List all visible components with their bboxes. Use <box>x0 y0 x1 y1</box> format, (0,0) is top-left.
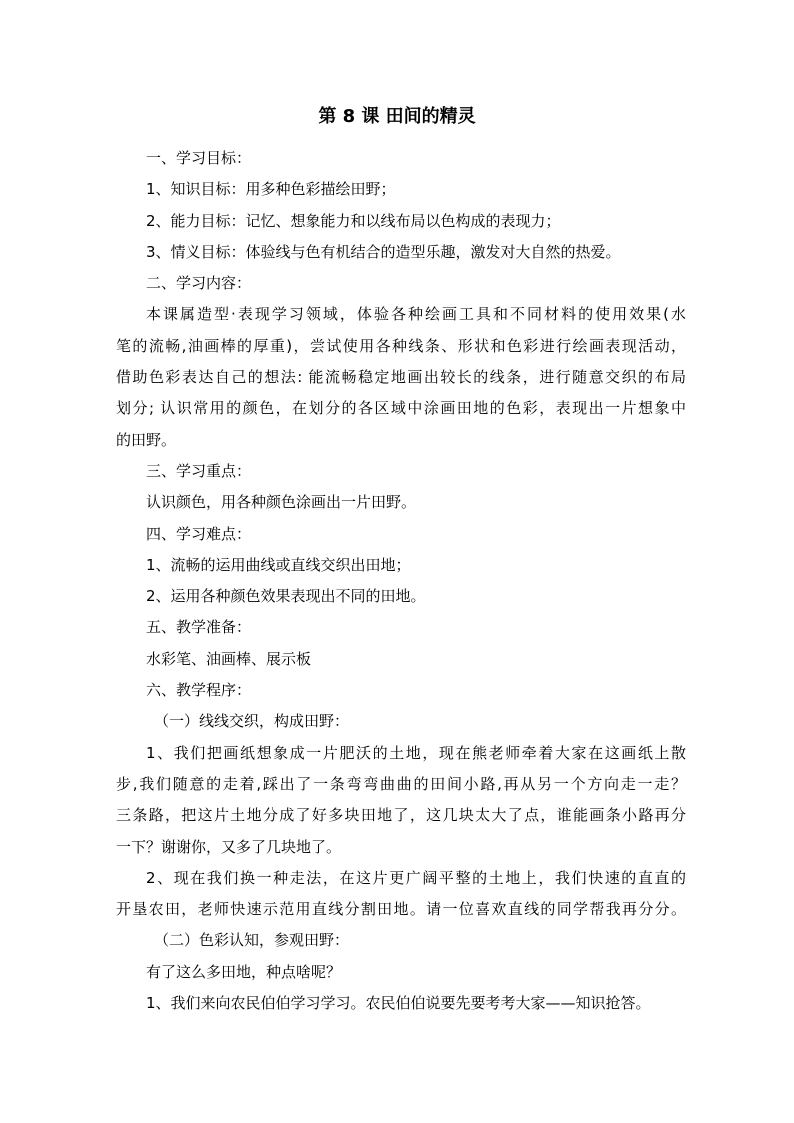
heading-preparation: 五、教学准备： <box>146 618 252 637</box>
procedure-paragraph-2 <box>116 863 686 926</box>
goal-knowledge: 1、知识目标：用多种色彩描绘田野； <box>146 180 396 199</box>
lesson-title: 第 8 课 田间的精灵 <box>318 106 476 127</box>
difficulty-2: 2、运用各种颜色效果表现出不同的田地。 <box>146 587 426 606</box>
procedure-line: 开垦农田，老师快速示范用直线分割田地。请一位喜欢直线的同学帮我再分分。 <box>116 900 686 919</box>
procedure-line: 一下？谢谢你，又多了几块地了。 <box>116 837 342 856</box>
procedure-line: 2、现在我们换一种走法，在这片更广阔平整的土地上，我们快速的直直的 <box>146 868 686 887</box>
section-2-heading: （二）色彩认知，参观田野： <box>154 931 350 950</box>
question-line: 有了这么多田地，种点啥呢？ <box>146 962 342 981</box>
heading-learning-goals: 一、学习目标： <box>146 149 252 167</box>
section-1-heading: （一）线线交织，构成田野： <box>154 712 350 731</box>
content-line: 划分; 认识常用的颜色，在划分的各区域中涂画田地的色彩，表现出一片想象中 <box>116 399 686 418</box>
key-point: 认识颜色，用各种颜色涂画出一片田野。 <box>146 493 417 512</box>
procedure-line: 1、我们把画纸想象成一片肥沃的土地，现在熊老师牵着大家在这画纸上散 <box>146 743 686 762</box>
procedure-line: 步,我们随意的走着,踩出了一条弯弯曲曲的田间小路,再从另一个方向走一走？ <box>116 774 686 793</box>
content-line: 的田野。 <box>116 430 177 449</box>
heading-learning-content: 二、学习内容： <box>146 274 252 293</box>
difficulty-1: 1、流畅的运用曲线或直线交织出田地； <box>146 555 411 574</box>
goal-emotion: 3、情义目标：体验线与色有机结合的造型乐趣，激发对大自然的热爱。 <box>146 242 621 261</box>
goal-ability: 2、能力目标：记忆、想象能力和以线布局以色构成的表现力； <box>146 211 561 230</box>
content-line: 借助色彩表达自己的想法: 能流畅稳定地画出较长的线条，进行随意交织的布局 <box>116 368 686 387</box>
heading-key-points: 三、学习重点： <box>146 461 252 480</box>
heading-difficulties: 四、学习难点： <box>146 524 252 543</box>
content-line: 本课属造型·表现学习领域，体验各种绘画工具和不同材料的使用效果(水 <box>146 305 686 324</box>
procedure-paragraph-1 <box>116 738 686 863</box>
procedure-line: 三条路，把这片土地分成了好多块田地了，这几块太大了点，谁能画条小路再分 <box>116 806 686 825</box>
procedure-line-last: 1、我们来向农民伯伯学习学习。农民伯伯说要先要考考大家——知识抢答。 <box>146 994 651 1013</box>
lesson-body <box>116 143 686 1019</box>
content-line: 笔的流畅,油画棒的厚重)，尝试使用各种线条、形状和色彩进行绘画表现活动， <box>116 336 686 355</box>
content-paragraph <box>116 299 686 455</box>
heading-procedure: 六、教学程序： <box>146 681 252 700</box>
preparation-items: 水彩笔、油画棒、展示板 <box>146 649 312 668</box>
